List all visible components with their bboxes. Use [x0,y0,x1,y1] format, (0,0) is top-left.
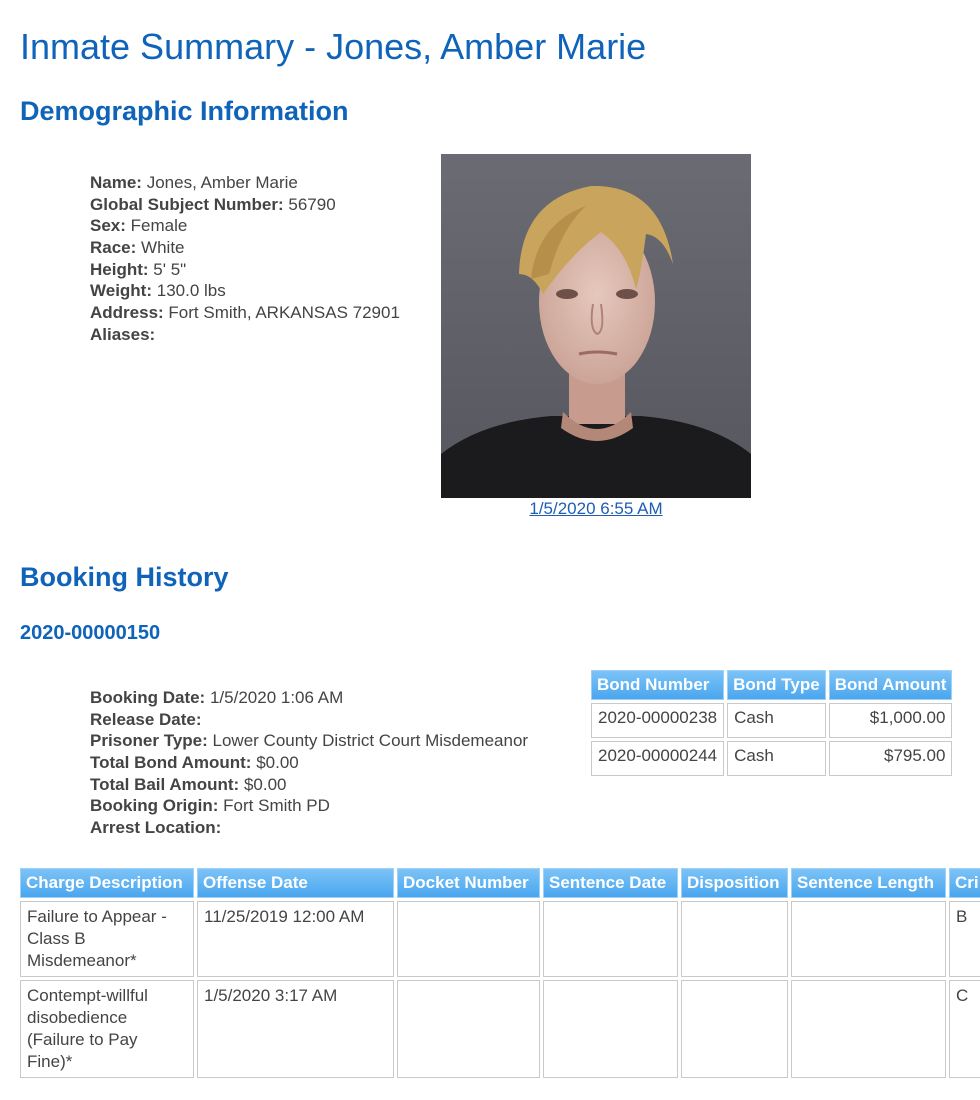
field-label: Prisoner Type: [90,731,208,751]
field-label: Total Bond Amount: [90,753,252,773]
charges-table-header [20,868,980,898]
field-label: Arrest Location: [90,818,222,838]
field-label: Global Subject Number: [90,194,284,214]
field-label: Total Bail Amount: [90,774,240,794]
field-label: Weight: [90,281,153,301]
table-row [20,901,980,977]
charge-description: Contempt-willful disobedience (Failure to Pay Fine)* [20,980,194,1078]
bond-number: 2020-00000244 [591,741,724,776]
booking-history-heading: Booking History [20,562,229,592]
demographic-fields [90,172,400,346]
bond-type: Cash [727,703,826,738]
field-prisoner-type [90,730,528,752]
field-booking-origin [90,795,528,817]
docket-number [397,901,540,977]
field-label: Booking Origin: [90,796,219,816]
field-value: $0.00 [256,753,299,773]
demographic-heading: Demographic Information [20,96,349,126]
field-value: 5' 5" [153,259,187,279]
field-weight [90,280,400,302]
field-race [90,237,400,259]
column-header: Sentence Length [791,868,946,898]
charge-description: Failure to Appear - Class B Misdemeanor* [20,901,194,977]
table-row [591,703,952,738]
field-total-bail-amount [90,774,528,796]
sentence-date [543,980,678,1078]
mugshot-image [441,154,751,498]
field-label: Aliases: [90,324,156,344]
mugshot-photo [441,154,751,498]
field-value: White [141,238,185,258]
field-value: Lower County District Court Misdemeanor [212,731,529,751]
field-label: Height: [90,259,149,279]
field-label: Name: [90,173,142,192]
column-header: Bond Amount [829,670,953,700]
sentence-length [791,901,946,977]
bond-table-header [591,670,952,700]
field-label: Address: [90,303,164,323]
sentence-length [791,980,946,1078]
table-row [591,741,952,776]
field-label: Booking Date: [90,688,206,707]
field-label: Sex: [90,216,126,236]
column-header: Bond Number [591,670,724,700]
field-total-bond-amount [90,752,528,774]
docket-number [397,980,540,1078]
field-value: 1/5/2020 1:06 AM [209,688,344,707]
offense-date: 1/5/2020 3:17 AM [197,980,394,1078]
column-header: Charge Description [20,868,194,898]
field-value: 130.0 lbs [156,281,226,301]
disposition [681,980,788,1078]
field-value: Fort Smith, ARKANSAS 72901 [168,303,400,323]
column-header: Disposition [681,868,788,898]
field-value: Fort Smith PD [223,796,330,816]
column-header: Cri [949,868,980,898]
charge-class: C [949,980,980,1078]
column-header: Sentence Date [543,868,678,898]
field-booking-date [90,687,528,709]
photo-date-link[interactable]: 1/5/2020 6:55 AM [529,499,663,518]
booking-fields [90,687,528,839]
field-label: Race: [90,238,137,258]
field-value: Jones, Amber Marie [146,173,298,192]
field-arrest-location [90,817,528,839]
field-height [90,259,400,281]
page-title: Inmate Summary - Jones, Amber Marie [20,26,647,67]
column-header: Bond Type [727,670,826,700]
bond-amount: $1,000.00 [829,703,953,738]
field-value: 56790 [288,194,336,214]
field-value: $0.00 [243,774,287,794]
field-global-subject-number [90,194,400,216]
bond-number: 2020-00000238 [591,703,724,738]
column-header: Docket Number [397,868,540,898]
column-header: Offense Date [197,868,394,898]
table-row [20,980,980,1078]
disposition [681,901,788,977]
sentence-date [543,901,678,977]
field-sex [90,215,400,237]
bond-table [588,667,955,779]
bond-type: Cash [727,741,826,776]
field-label: Release Date: [90,709,202,729]
field-release-date [90,709,528,731]
charges-table [17,865,980,1081]
offense-date: 11/25/2019 12:00 AM [197,901,394,977]
field-address [90,302,400,324]
field-name [90,172,400,194]
field-aliases [90,324,400,346]
charge-class: B [949,901,980,977]
bond-amount: $795.00 [829,741,953,776]
booking-number: 2020-00000150 [20,622,161,644]
field-value: Female [130,216,188,236]
